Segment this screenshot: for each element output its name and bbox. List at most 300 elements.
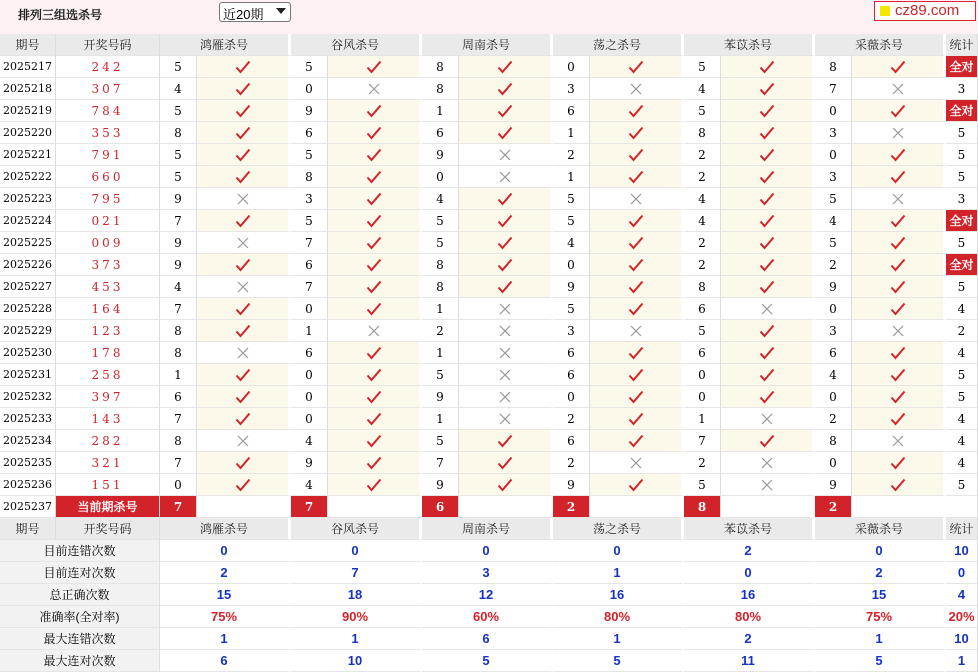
current-kill-number: 7 — [291, 496, 328, 518]
kill-number: 9 — [553, 276, 590, 298]
summary-row — [0, 628, 978, 650]
kill-number: 7 — [815, 78, 852, 100]
kill-number: 9 — [160, 232, 197, 254]
stat-value: 全对 — [946, 100, 978, 122]
check-icon — [590, 408, 684, 430]
check-icon — [590, 166, 684, 188]
summary-value: 4 — [946, 584, 978, 606]
kill-number: 3 — [815, 166, 852, 188]
summary-value: 2 — [160, 562, 291, 584]
stat-value: 全对 — [946, 210, 978, 232]
check-icon — [721, 232, 815, 254]
kill-number: 0 — [291, 386, 328, 408]
draw-number: 282 — [56, 430, 160, 452]
kill-number: 9 — [422, 386, 459, 408]
cross-icon — [328, 78, 422, 100]
summary-value: 1 — [160, 628, 291, 650]
issue-number: 2025232 — [0, 386, 56, 408]
kill-number: 5 — [160, 100, 197, 122]
kill-number: 7 — [160, 210, 197, 232]
cross-icon — [721, 298, 815, 320]
draw-number: 307 — [56, 78, 160, 100]
table-row — [0, 320, 978, 342]
stat-value: 5 — [946, 122, 978, 144]
draw-number: 353 — [56, 122, 160, 144]
current-kill-number: 2 — [815, 496, 852, 518]
kill-number: 4 — [553, 232, 590, 254]
stat-value: 4 — [946, 342, 978, 364]
draw-number: 009 — [56, 232, 160, 254]
check-icon — [328, 144, 422, 166]
kill-number: 8 — [160, 122, 197, 144]
check-icon — [721, 144, 815, 166]
check-icon — [328, 342, 422, 364]
header-kill-column: 苯苡杀号 — [684, 34, 815, 56]
logo-text: cz89.com — [895, 2, 960, 19]
issue-number: 2025233 — [0, 408, 56, 430]
period-select[interactable] — [219, 2, 291, 22]
stat-value: 5 — [946, 386, 978, 408]
check-icon — [328, 56, 422, 78]
cross-icon — [590, 452, 684, 474]
summary-label: 目前连对次数 — [0, 562, 160, 584]
kill-number: 8 — [291, 166, 328, 188]
cross-icon — [459, 386, 553, 408]
check-icon — [852, 210, 946, 232]
summary-value: 0 — [160, 540, 291, 562]
check-icon — [459, 430, 553, 452]
kill-number: 3 — [553, 320, 590, 342]
check-icon — [590, 122, 684, 144]
kill-number: 1 — [422, 408, 459, 430]
kill-number: 2 — [684, 166, 721, 188]
kill-number: 5 — [553, 210, 590, 232]
check-icon — [590, 386, 684, 408]
table-row — [0, 210, 978, 232]
check-icon — [197, 144, 291, 166]
stat-value: 2 — [946, 320, 978, 342]
kill-number: 0 — [291, 78, 328, 100]
summary-value: 0 — [684, 562, 815, 584]
kill-number: 5 — [815, 188, 852, 210]
summary-value: 0 — [815, 540, 946, 562]
summary-row — [0, 584, 978, 606]
kill-number: 6 — [553, 364, 590, 386]
check-icon — [328, 232, 422, 254]
check-icon — [721, 122, 815, 144]
kill-number: 3 — [553, 78, 590, 100]
kill-number: 9 — [291, 452, 328, 474]
issue-number: 2025220 — [0, 122, 56, 144]
summary-value: 0 — [946, 562, 978, 584]
summary-label: 总正确次数 — [0, 584, 160, 606]
check-icon — [852, 56, 946, 78]
kill-number: 9 — [422, 144, 459, 166]
kill-number: 5 — [160, 144, 197, 166]
check-icon — [721, 254, 815, 276]
check-icon — [459, 254, 553, 276]
issue-number: 2025223 — [0, 188, 56, 210]
check-icon — [197, 474, 291, 496]
cross-icon — [197, 430, 291, 452]
kill-number: 3 — [815, 122, 852, 144]
kill-number: 8 — [160, 430, 197, 452]
current-kill-blank — [197, 496, 291, 518]
check-icon — [328, 452, 422, 474]
summary-value: 7 — [291, 562, 422, 584]
check-icon — [459, 232, 553, 254]
check-icon — [328, 298, 422, 320]
draw-number: 373 — [56, 254, 160, 276]
table-row — [0, 298, 978, 320]
kill-number: 5 — [291, 144, 328, 166]
summary-value: 0 — [422, 540, 553, 562]
cross-icon — [590, 188, 684, 210]
header-stat: 统计 — [946, 34, 978, 56]
draw-number: 164 — [56, 298, 160, 320]
check-icon — [459, 452, 553, 474]
summary-value: 5 — [553, 650, 684, 672]
check-icon — [328, 188, 422, 210]
kill-number: 5 — [684, 474, 721, 496]
kill-number: 8 — [422, 276, 459, 298]
check-icon — [197, 166, 291, 188]
summary-value: 10 — [946, 540, 978, 562]
summary-label: 最大连错次数 — [0, 628, 160, 650]
stat-value: 5 — [946, 232, 978, 254]
kill-number: 4 — [160, 276, 197, 298]
kill-number: 5 — [422, 430, 459, 452]
kill-number: 4 — [684, 78, 721, 100]
check-icon — [590, 430, 684, 452]
kill-number: 5 — [160, 166, 197, 188]
header-kill-column: 谷风杀号 — [291, 34, 422, 56]
kill-number: 1 — [160, 364, 197, 386]
stat-value: 5 — [946, 474, 978, 496]
check-icon — [328, 166, 422, 188]
current-period-label: 当前期杀号 — [56, 496, 160, 518]
kill-number: 2 — [684, 144, 721, 166]
stat-value: 5 — [946, 276, 978, 298]
summary-value: 1 — [946, 650, 978, 672]
check-icon — [328, 276, 422, 298]
kill-number: 4 — [422, 188, 459, 210]
check-icon — [590, 474, 684, 496]
cross-icon — [459, 342, 553, 364]
kill-number: 6 — [422, 122, 459, 144]
check-icon — [328, 386, 422, 408]
check-icon — [590, 254, 684, 276]
summary-value: 60% — [422, 606, 553, 628]
current-issue-number: 2025237 — [0, 496, 56, 518]
check-icon — [852, 100, 946, 122]
stat-value: 5 — [946, 364, 978, 386]
stat-value: 4 — [946, 430, 978, 452]
stat-value: 5 — [946, 166, 978, 188]
site-logo[interactable] — [874, 1, 976, 21]
table-row — [0, 232, 978, 254]
draw-number: 123 — [56, 320, 160, 342]
kill-number: 6 — [291, 122, 328, 144]
logo-square-icon — [880, 6, 890, 16]
draw-number: 242 — [56, 56, 160, 78]
kill-number: 2 — [553, 144, 590, 166]
kill-number: 5 — [160, 56, 197, 78]
table-row — [0, 364, 978, 386]
top-bar — [0, 0, 978, 35]
cross-icon — [459, 144, 553, 166]
summary-value: 6 — [160, 650, 291, 672]
kill-number: 6 — [684, 298, 721, 320]
check-icon — [852, 232, 946, 254]
check-icon — [328, 474, 422, 496]
summary-value: 5 — [815, 650, 946, 672]
issue-number: 2025225 — [0, 232, 56, 254]
check-icon — [459, 474, 553, 496]
cross-icon — [721, 408, 815, 430]
kill-number: 0 — [291, 364, 328, 386]
check-icon — [852, 144, 946, 166]
issue-number: 2025227 — [0, 276, 56, 298]
table-row — [0, 78, 978, 100]
kill-number: 4 — [160, 78, 197, 100]
kill-number: 7 — [291, 276, 328, 298]
table-row — [0, 342, 978, 364]
cross-icon — [459, 320, 553, 342]
kill-number: 4 — [684, 210, 721, 232]
kill-number: 5 — [422, 364, 459, 386]
check-icon — [590, 144, 684, 166]
header-draw: 开奖号码 — [56, 34, 160, 56]
kill-number: 7 — [160, 298, 197, 320]
issue-number: 2025224 — [0, 210, 56, 232]
draw-number: 143 — [56, 408, 160, 430]
kill-number: 8 — [422, 78, 459, 100]
summary-value: 3 — [422, 562, 553, 584]
table-row — [0, 144, 978, 166]
kill-number: 6 — [291, 254, 328, 276]
draw-number: 791 — [56, 144, 160, 166]
kill-number: 8 — [684, 122, 721, 144]
kill-number: 8 — [815, 430, 852, 452]
table-row — [0, 122, 978, 144]
kill-number: 1 — [291, 320, 328, 342]
kill-number: 9 — [422, 474, 459, 496]
issue-number: 2025217 — [0, 56, 56, 78]
kill-number: 5 — [815, 232, 852, 254]
summary-value: 90% — [291, 606, 422, 628]
check-icon — [721, 430, 815, 452]
summary-value: 80% — [684, 606, 815, 628]
kill-number: 8 — [160, 320, 197, 342]
check-icon — [721, 100, 815, 122]
check-icon — [721, 276, 815, 298]
kill-number: 5 — [684, 320, 721, 342]
table-row — [0, 276, 978, 298]
table-row — [0, 166, 978, 188]
header-draw: 开奖号码 — [56, 518, 160, 540]
stat-value: 全对 — [946, 56, 978, 78]
check-icon — [590, 276, 684, 298]
cross-icon — [197, 188, 291, 210]
kill-number: 7 — [684, 430, 721, 452]
check-icon — [197, 320, 291, 342]
kill-number: 8 — [684, 276, 721, 298]
summary-value: 6 — [422, 628, 553, 650]
summary-row — [0, 606, 978, 628]
check-icon — [721, 78, 815, 100]
kill-number: 2 — [553, 452, 590, 474]
draw-number: 178 — [56, 342, 160, 364]
check-icon — [590, 56, 684, 78]
draw-number: 784 — [56, 100, 160, 122]
table-row — [0, 386, 978, 408]
current-stat-blank — [946, 496, 978, 518]
cross-icon — [852, 320, 946, 342]
stat-value: 3 — [946, 188, 978, 210]
header-kill-column: 采薇杀号 — [815, 518, 946, 540]
issue-number: 2025230 — [0, 342, 56, 364]
stat-value: 4 — [946, 408, 978, 430]
kill-number: 0 — [553, 254, 590, 276]
kill-number: 5 — [553, 298, 590, 320]
cross-icon — [459, 298, 553, 320]
check-icon — [197, 298, 291, 320]
check-icon — [197, 254, 291, 276]
issue-number: 2025236 — [0, 474, 56, 496]
kill-number: 1 — [553, 122, 590, 144]
header-kill-column: 谷风杀号 — [291, 518, 422, 540]
kill-number: 6 — [553, 430, 590, 452]
kill-number: 1 — [422, 298, 459, 320]
check-icon — [328, 210, 422, 232]
cross-icon — [721, 452, 815, 474]
current-period-row — [0, 496, 978, 518]
check-icon — [328, 254, 422, 276]
summary-value: 15 — [815, 584, 946, 606]
table-row — [0, 100, 978, 122]
draw-number: 397 — [56, 386, 160, 408]
kill-number: 6 — [684, 342, 721, 364]
issue-number: 2025228 — [0, 298, 56, 320]
kill-number: 5 — [422, 210, 459, 232]
kill-number: 4 — [291, 474, 328, 496]
header-kill-column: 鸿雁杀号 — [160, 518, 291, 540]
check-icon — [459, 100, 553, 122]
check-icon — [590, 100, 684, 122]
current-kill-blank — [590, 496, 684, 518]
cross-icon — [459, 408, 553, 430]
stat-value: 4 — [946, 298, 978, 320]
kill-number: 5 — [422, 232, 459, 254]
current-kill-blank — [852, 496, 946, 518]
draw-number: 795 — [56, 188, 160, 210]
check-icon — [590, 364, 684, 386]
summary-row — [0, 562, 978, 584]
stat-value: 3 — [946, 78, 978, 100]
summary-value: 1 — [815, 628, 946, 650]
check-icon — [721, 364, 815, 386]
summary-value: 2 — [684, 628, 815, 650]
issue-number: 2025231 — [0, 364, 56, 386]
header-kill-column: 周南杀号 — [422, 518, 553, 540]
check-icon — [328, 408, 422, 430]
summary-value: 10 — [946, 628, 978, 650]
summary-value: 1 — [553, 562, 684, 584]
current-kill-number: 8 — [684, 496, 721, 518]
check-icon — [197, 408, 291, 430]
summary-value: 1 — [553, 628, 684, 650]
kill-number: 1 — [422, 342, 459, 364]
kill-number: 9 — [815, 276, 852, 298]
kill-number: 6 — [553, 100, 590, 122]
kill-number: 9 — [815, 474, 852, 496]
summary-label: 准确率(全对率) — [0, 606, 160, 628]
header-kill-column: 周南杀号 — [422, 34, 553, 56]
draw-number: 258 — [56, 364, 160, 386]
check-icon — [721, 188, 815, 210]
cross-icon — [197, 232, 291, 254]
check-icon — [852, 386, 946, 408]
summary-row — [0, 540, 978, 562]
summary-value: 10 — [291, 650, 422, 672]
table-row — [0, 188, 978, 210]
draw-number: 021 — [56, 210, 160, 232]
check-icon — [852, 474, 946, 496]
draw-number: 321 — [56, 452, 160, 474]
kill-number: 0 — [815, 452, 852, 474]
check-icon — [459, 78, 553, 100]
kill-number: 2 — [422, 320, 459, 342]
kill-number: 0 — [553, 386, 590, 408]
table-row — [0, 408, 978, 430]
kill-number: 4 — [291, 430, 328, 452]
check-icon — [721, 166, 815, 188]
summary-value: 12 — [422, 584, 553, 606]
check-icon — [328, 364, 422, 386]
cross-icon — [590, 78, 684, 100]
kill-number: 0 — [553, 56, 590, 78]
check-icon — [721, 386, 815, 408]
check-icon — [197, 122, 291, 144]
kill-number: 7 — [422, 452, 459, 474]
summary-value: 20% — [946, 606, 978, 628]
kill-number: 9 — [160, 188, 197, 210]
summary-value: 80% — [553, 606, 684, 628]
summary-label: 最大连对次数 — [0, 650, 160, 672]
table-row — [0, 474, 978, 496]
header-stat: 统计 — [946, 518, 978, 540]
check-icon — [721, 320, 815, 342]
chevron-down-icon — [276, 8, 286, 14]
current-kill-blank — [459, 496, 553, 518]
kill-number: 2 — [684, 232, 721, 254]
kill-number: 2 — [553, 408, 590, 430]
check-icon — [197, 386, 291, 408]
table-row — [0, 430, 978, 452]
kill-number: 0 — [291, 298, 328, 320]
check-icon — [590, 210, 684, 232]
check-icon — [328, 430, 422, 452]
cross-icon — [328, 320, 422, 342]
kill-number: 5 — [684, 56, 721, 78]
issue-number: 2025221 — [0, 144, 56, 166]
kill-number: 4 — [815, 210, 852, 232]
check-icon — [459, 56, 553, 78]
kill-number: 0 — [684, 386, 721, 408]
page-title: 排列三组选杀号 — [18, 8, 103, 22]
check-icon — [590, 298, 684, 320]
